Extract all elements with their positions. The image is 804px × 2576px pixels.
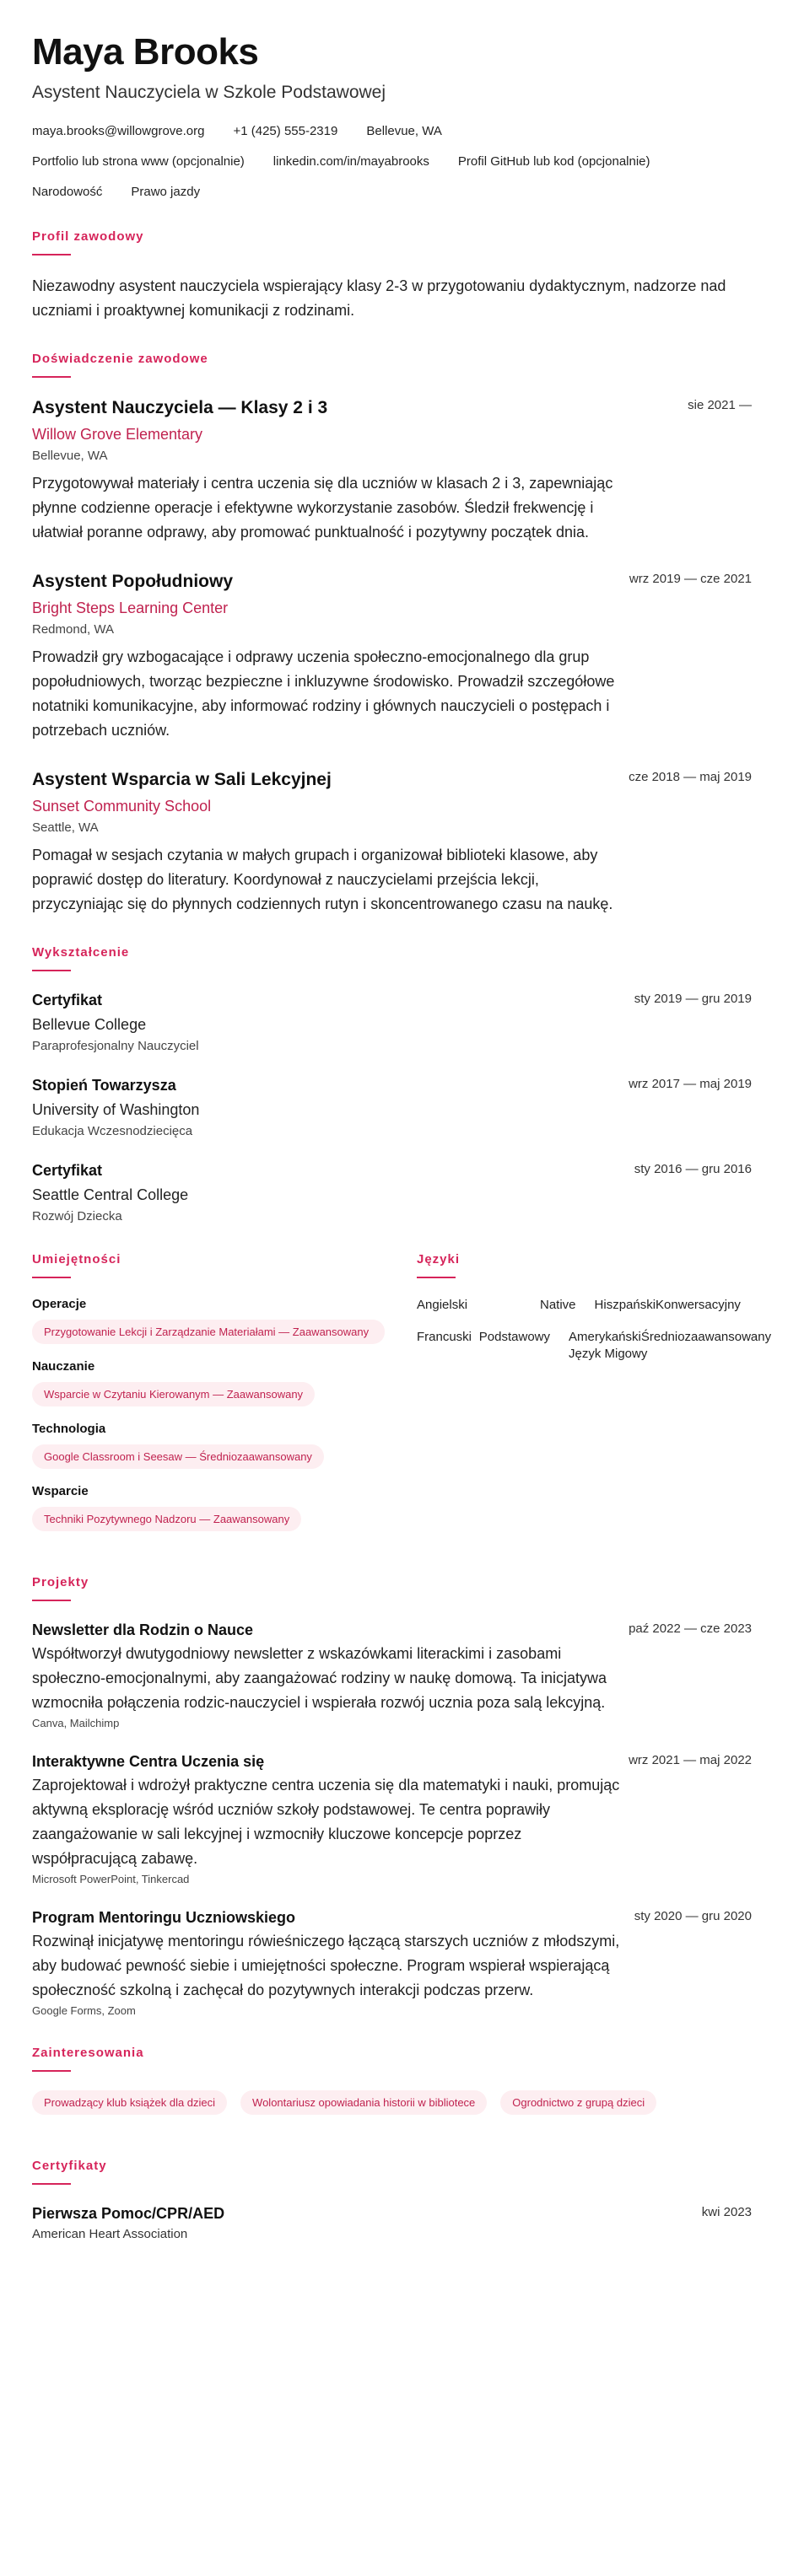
- job-location: Seattle, WA: [32, 820, 99, 835]
- section-title-experience: Doświadczenie zawodowe: [32, 352, 208, 366]
- job-description: Pomagał w sesjach czytania w małych grupach i organizował biblioteki klasowe, aby poprawić dostęp do literatury. Koordynował z nauczycielami przejścia lekcji, przyczyniając się do płynnych codziennych rutyn i skoncentrowanego czasu na naukę.: [32, 847, 613, 912]
- section-rule: [32, 1277, 71, 1278]
- section-title-profile: Profil zawodowy: [32, 229, 144, 244]
- skill-group-title: Operacje: [32, 1297, 87, 1311]
- project-date: wrz 2021 — maj 2022: [629, 1753, 752, 1767]
- contact-location: Bellevue, WA: [366, 124, 442, 138]
- section-title-projects: Projekty: [32, 1575, 89, 1589]
- job-date: cze 2018 — maj 2019: [629, 770, 752, 784]
- project-description: Zaprojektował i wdrożył praktyczne centra uczenia się dla matematyki i nauki, promując aktywną eksplorację wśród uczniów szkoły podstawowej. Te centra poprawiły zaangażowanie w sali lekcyjnej i wzmocniły kluczowe koncepcje poprzez współpracującą zabawę.: [32, 1777, 620, 1867]
- contact-nationality: Narodowość: [32, 185, 103, 199]
- section-title-certificates: Certyfikaty: [32, 2159, 107, 2173]
- projects-section: [32, 1575, 772, 2017]
- interest-pill: Ogrodnictwo z grupą dzieci: [500, 2090, 656, 2115]
- certificate-entry: [32, 2203, 772, 2241]
- language-row: [417, 1329, 771, 1363]
- education-field: Edukacja Wczesnodziecięca: [32, 1124, 193, 1138]
- project-entry: [32, 1751, 772, 1885]
- contact-portfolio[interactable]: Portfolio lub strona www (opcjonalnie): [32, 154, 245, 169]
- skill-group-title: Technologia: [32, 1422, 106, 1436]
- language-row: [417, 1297, 771, 1314]
- job-entry: [32, 396, 772, 545]
- interests-section: [32, 2046, 772, 2130]
- language-name: Francuski: [417, 1330, 472, 1344]
- section-title-education: Wykształcenie: [32, 945, 130, 960]
- language-name: Angielski: [417, 1298, 468, 1312]
- skill-pill: Wsparcie w Czytaniu Kierowanym — Zaawansowany: [32, 1382, 315, 1406]
- job-description: Prowadził gry wzbogacające i odprawy uczenia społeczno-emocjonalnego dla grup popołudniowych, tworząc bezpieczne i inkluzywne środowisko. Prowadził szczegółowe notatniki komunikacyjne, aby informować rodziny i głównych nauczycieli o postępach i potrzebach uczniów.: [32, 648, 615, 739]
- skills-languages-row: [32, 1252, 772, 1546]
- job-title: Asystent Popołudniowy: [32, 572, 234, 591]
- job-title: Asystent Wsparcia w Sali Lekcyjnej: [32, 770, 332, 789]
- job-entry: [32, 768, 772, 917]
- education-date: sty 2019 — gru 2019: [634, 992, 752, 1006]
- education-field: Rozwój Dziecka: [32, 1209, 122, 1223]
- project-entry: [32, 1620, 772, 1729]
- skill-pill: Techniki Pozytywnego Nadzoru — Zaawansowany: [32, 1507, 301, 1531]
- project-description: Rozwinął inicjatywę mentoringu rówieśniczego łączącą starszych uczniów z młodszymi, aby budować pewność siebie i umiejętności społeczne. Program wspierał wspierającą społeczność szkolną i zachęcał do pozytywnych interakcji podczas przerw.: [32, 1933, 620, 1998]
- project-description: Współtworzył dwutygodniowy newsletter z wskazówkami literackimi i zasobami społeczno-emocjonalnymi, aby zaangażować rodziny w naukę domową. Ta inicjatywa wzmocniła połączenia rodzic-nauczyciel i wspierała rozwój ucznia poza salą lekcyjną.: [32, 1645, 607, 1711]
- skill-group-title: Nauczanie: [32, 1359, 95, 1374]
- job-company: Bright Steps Learning Center: [32, 600, 229, 616]
- education-section: [32, 945, 772, 1223]
- language-level: Native: [540, 1298, 576, 1312]
- section-rule: [32, 254, 71, 255]
- job-description: Przygotowywał materiały i centra uczenia się dla uczniów w klasach 2 i 3, zapewniając płynne codzienne operacje i efektywne wykorzystanie zasobów. Śledził frekwencję i ułatwiał poranne odprawy, aby promować punktualność i pozytywny początek dnia.: [32, 475, 613, 540]
- education-degree: Stopień Towarzysza: [32, 1077, 176, 1094]
- education-school: Bellevue College: [32, 1016, 147, 1033]
- skill-group-title: Wsparcie: [32, 1484, 89, 1498]
- education-degree: Certyfikat: [32, 1162, 103, 1179]
- project-title: Program Mentoringu Uczniowskiego: [32, 1909, 296, 1926]
- section-rule: [32, 1600, 71, 1601]
- project-tools: Microsoft PowerPoint, Tinkercad: [32, 1873, 190, 1885]
- job-date: sie 2021 —: [688, 398, 752, 412]
- language-extra: AmerykańskiŚredniozaawansowany Język Migowy: [569, 1330, 772, 1361]
- job-entry: [32, 570, 772, 743]
- language-extra: HiszpańskiKonwersacyjny: [594, 1298, 741, 1312]
- language-level: Podstawowy: [478, 1330, 550, 1344]
- contact-driving: Prawo jazdy: [131, 185, 201, 199]
- contact-linkedin[interactable]: linkedin.com/in/mayabrooks: [272, 154, 429, 169]
- education-field: Paraprofesjonalny Nauczyciel: [32, 1039, 199, 1053]
- contact-github[interactable]: Profil GitHub lub kod (opcjonalnie): [457, 154, 650, 169]
- job-date: wrz 2019 — cze 2021: [629, 572, 752, 586]
- interest-list: [32, 2090, 772, 2130]
- project-entry: [32, 1907, 772, 2017]
- education-school: University of Washington: [32, 1101, 200, 1118]
- job-company: Sunset Community School: [32, 798, 212, 815]
- education-school: Seattle Central College: [32, 1186, 189, 1203]
- project-title: Newsletter dla Rodzin o Nauce: [32, 1621, 254, 1638]
- project-title: Interaktywne Centra Uczenia się: [32, 1753, 265, 1770]
- section-rule: [32, 970, 71, 971]
- section-rule: [417, 1277, 456, 1278]
- education-entry: [32, 990, 772, 1053]
- section-rule: [32, 2183, 71, 2185]
- education-entry: [32, 1075, 772, 1138]
- candidate-title: Asystent Nauczyciela w Szkole Podstawowej: [32, 83, 386, 102]
- job-title: Asystent Nauczyciela — Klasy 2 i 3: [32, 398, 328, 417]
- section-title-interests: Zainteresowania: [32, 2046, 144, 2060]
- skill-pill: Google Classroom i Seesaw — Średniozaawansowany: [32, 1444, 324, 1469]
- certificates-section: [32, 2159, 772, 2241]
- project-date: sty 2020 — gru 2020: [634, 1909, 752, 1923]
- education-date: sty 2016 — gru 2016: [634, 1162, 752, 1176]
- project-tools: Canva, Mailchimp: [32, 1717, 120, 1729]
- candidate-name: Maya Brooks: [32, 31, 259, 73]
- job-company: Willow Grove Elementary: [32, 426, 203, 443]
- experience-section: [32, 352, 772, 917]
- project-date: paź 2022 — cze 2023: [629, 1621, 752, 1636]
- profile-section: [32, 229, 772, 323]
- contact-row-links: [32, 153, 772, 170]
- skill-pill: Przygotowanie Lekcji i Zarządzanie Materiałami — Zaawansowany: [32, 1320, 385, 1344]
- job-location: Redmond, WA: [32, 622, 114, 637]
- interest-pill: Wolontariusz opowiadania historii w bibliotece: [240, 2090, 487, 2115]
- contact-row-primary: [32, 123, 772, 140]
- profile-text: Niezawodny asystent nauczyciela wspierający klasy 2-3 w przygotowaniu dydaktycznym, nadzorze nad uczniami i proaktywnej komunikacji z rodzinami.: [32, 277, 726, 319]
- section-title-languages: Języki: [417, 1252, 461, 1266]
- certificate-date: kwi 2023: [701, 2205, 752, 2219]
- project-tools: Google Forms, Zoom: [32, 2004, 136, 2017]
- education-entry: [32, 1160, 772, 1223]
- education-degree: Certyfikat: [32, 992, 103, 1008]
- skills-section: [32, 1252, 417, 1546]
- section-rule: [32, 2070, 71, 2072]
- languages-section: [417, 1252, 771, 1546]
- job-location: Bellevue, WA: [32, 449, 108, 463]
- interest-pill: Prowadzący klub książek dla dzieci: [32, 2090, 227, 2115]
- contact-row-extra: [32, 184, 772, 201]
- certificate-org: American Heart Association: [32, 2227, 188, 2241]
- education-date: wrz 2017 — maj 2019: [629, 1077, 752, 1091]
- certificate-title: Pierwsza Pomoc/CPR/AED: [32, 2205, 225, 2222]
- section-title-skills: Umiejętności: [32, 1252, 121, 1266]
- section-rule: [32, 376, 71, 378]
- contact-email[interactable]: maya.brooks@willowgrove.org: [32, 124, 205, 138]
- contact-phone[interactable]: +1 (425) 555-2319: [233, 124, 338, 138]
